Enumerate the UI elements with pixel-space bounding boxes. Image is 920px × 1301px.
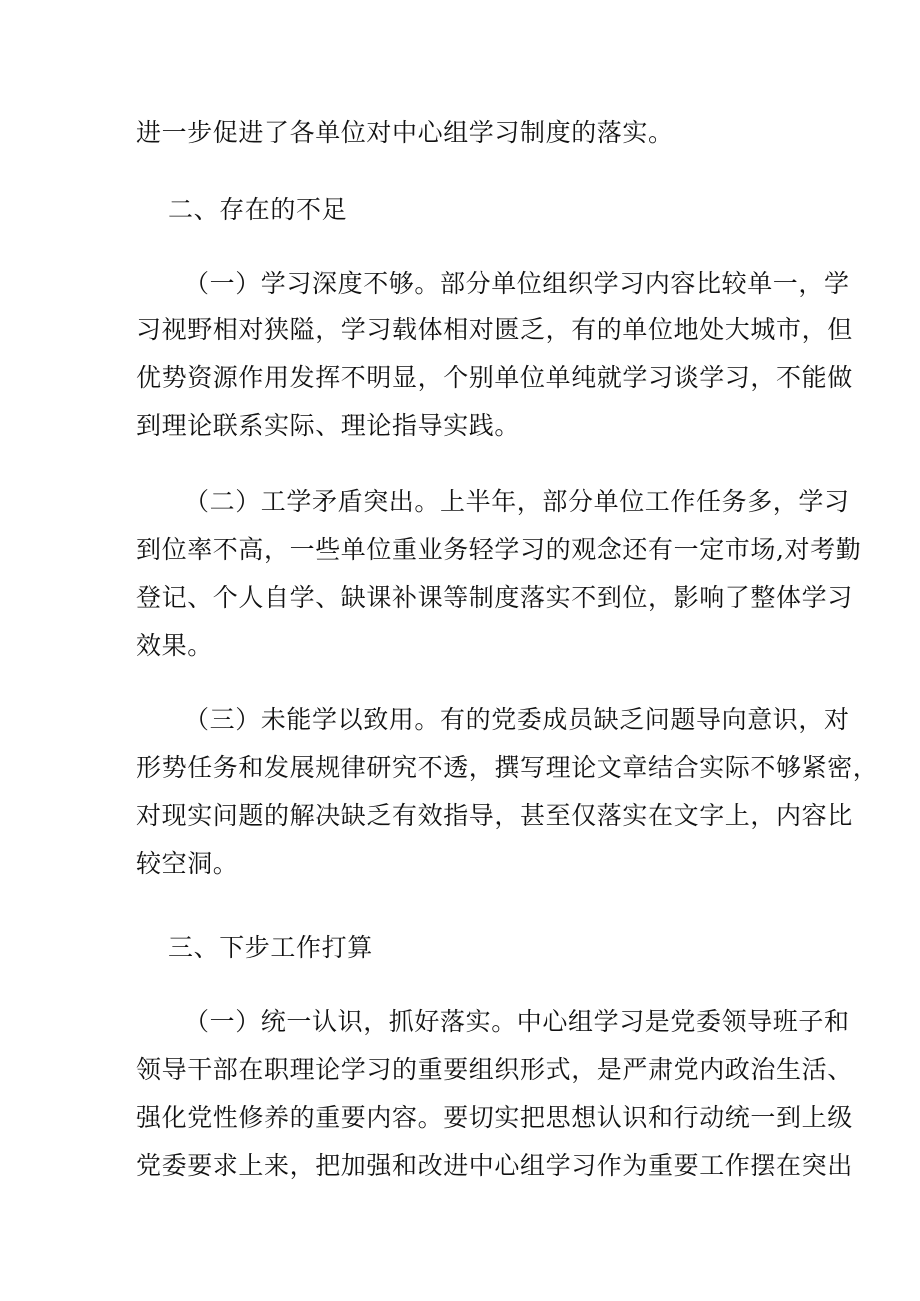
paragraph-first-line: （三）未能学以致用。有的党委成员缺乏问题导向意识，对	[184, 705, 850, 734]
body-text-line: 登记、个人自学、缺课补课等制度落实不到位，影响了整体学习	[136, 583, 853, 612]
section-heading: 二、存在的不足	[168, 195, 348, 224]
body-text-line: 到位率不高，一些单位重业务轻学习的观念还有一定市场,对考勤	[136, 535, 862, 564]
body-text-line: 对现实问题的解决缺乏有效指导，甚至仅落实在文字上，内容比	[136, 801, 853, 830]
paragraph-first-line: （一）学习深度不够。部分单位组织学习内容比较单一，学	[184, 269, 850, 298]
body-text-line: 党委要求上来，把加强和改进中心组学习作为重要工作摆在突出	[136, 1151, 853, 1180]
body-text-line: 优势资源作用发挥不明显，个别单位单纯就学习谈学习，不能做	[136, 363, 853, 392]
body-text-line: 形势任务和发展规律研究不透，撰写理论文章结合实际不够紧密，	[136, 753, 879, 782]
body-text-line: 进一步促进了各单位对中心组学习制度的落实。	[136, 118, 674, 147]
body-text-line: 较空洞。	[136, 849, 239, 878]
paragraph-first-line: （一）统一认识，抓好落实。中心组学习是党委领导班子和	[184, 1007, 850, 1036]
body-text-line: 强化党性修养的重要内容。要切实把思想认识和行动统一到上级	[136, 1103, 853, 1132]
body-text-line: 领导干部在职理论学习的重要组织形式，是严肃党内政治生活、	[136, 1055, 853, 1084]
body-text-line: 习视野相对狭隘，学习载体相对匮乏，有的单位地处大城市，但	[136, 315, 853, 344]
paragraph-first-line: （二）工学矛盾突出。上半年，部分单位工作任务多，学习	[184, 487, 850, 516]
section-heading: 三、下步工作打算	[168, 933, 373, 962]
body-text-line: 效果。	[136, 631, 213, 660]
body-text-line: 到理论联系实际、理论指导实践。	[136, 411, 521, 440]
